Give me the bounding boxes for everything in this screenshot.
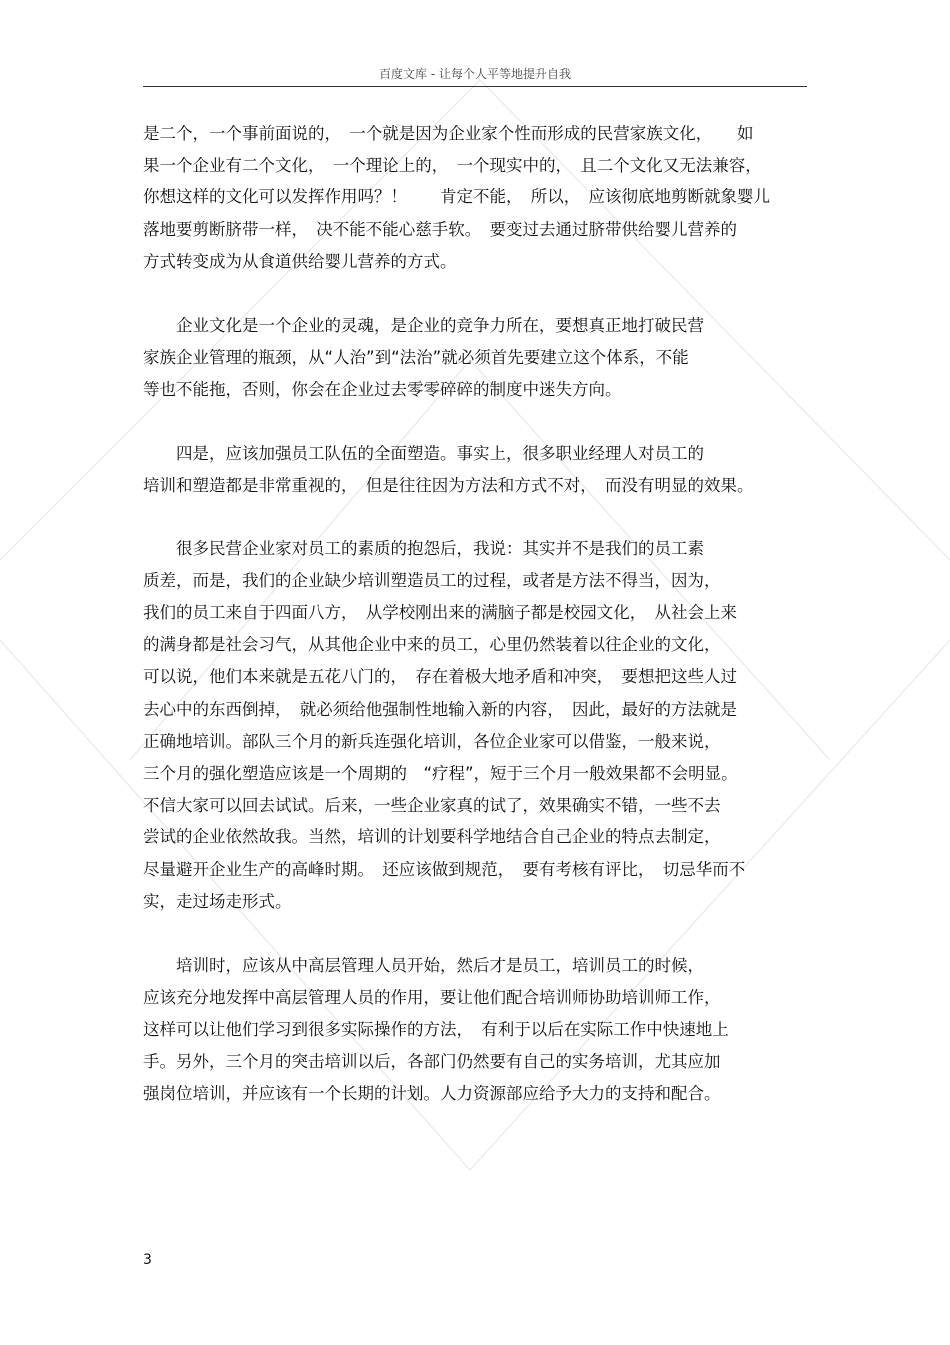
- text-line: 落地要剪断脐带一样， 决不能不能心慈手软。 要变过去通过脐带供给婴儿营养的: [143, 220, 737, 239]
- text-line: 等也不能拖，否则，你会在企业过去零零碎碎的制度中迷失方向。: [143, 380, 622, 399]
- text-line: 尝试的企业依然故我。当然，培训的计划要科学地结合自己企业的特点去制定，: [143, 827, 721, 846]
- text-line: 家族企业管理的瓶颈，从“人治”到“法治”就必须首先要建立这个体系，不能: [143, 348, 689, 367]
- text-line: 手。另外，三个月的突击培训以后，各部门仍然要有自己的实务培训，尤其应加: [143, 1052, 721, 1071]
- header-text: 百度文库 - 让每个人平等地提升自我: [379, 67, 571, 81]
- page-number: 3: [143, 1252, 152, 1268]
- text-line: 的满身都是社会习气，从其他企业中来的员工，心里仍然装着以往企业的文化，: [143, 635, 721, 654]
- text-line: 我们的员工来自于四面八方， 从学校刚出来的满脑子都是校园文化， 从社会上来: [143, 603, 737, 622]
- text-line: 很多民营企业家对员工的素质的抱怨后，我说：其实并不是我们的员工素: [143, 539, 704, 558]
- text-line: 实，走过场走形式。: [143, 892, 292, 911]
- text-line: 四是，应该加强员工队伍的全面塑造。事实上，很多职业经理人对员工的: [143, 444, 704, 463]
- text-line: 尽量避开企业生产的高峰时期。 还应该做到规范， 要有考核有评比， 切忌华而不: [143, 860, 746, 879]
- text-line: 培训时，应该从中高层管理人员开始，然后才是员工，培训员工的时候，: [143, 956, 704, 975]
- text-line: 应该充分地发挥中高层管理人员的作用，要让他们配合培训师协助培训师工作，: [143, 988, 721, 1007]
- text-line: 不信大家可以回去试试。后来，一些企业家真的试了，效果确实不错，一些不去: [143, 796, 721, 815]
- text-line: 方式转变成为从食道供给婴儿营养的方式。: [143, 252, 457, 271]
- text-line: 强岗位培训，并应该有一个长期的计划。人力资源部应给予大力的支持和配合。: [143, 1084, 721, 1103]
- text-line: 培训和塑造都是非常重视的， 但是往往因为方法和方式不对， 而没有明显的效果。: [143, 476, 754, 495]
- text-line: 是二个，一个事前面说的， 一个就是因为企业家个性而形成的民营家族文化， 如: [143, 124, 754, 143]
- text-line: 这样可以让他们学习到很多实际操作的方法， 有利于以后在实际工作中快速地上: [143, 1020, 729, 1039]
- text-line: 正确地培训。部队三个月的新兵连强化培训，各位企业家可以借鉴，一般来说，: [143, 732, 721, 751]
- text-line: 三个月的强化塑造应该是一个周期的 “疗程”，短于三个月一般效果都不会明显。: [143, 764, 738, 783]
- text-line: 你想这样的文化可以发挥作用吗？！ 肯定不能， 所以， 应该彻底地剪断就象婴儿: [143, 187, 770, 206]
- text-line: 质差，而是，我们的企业缺少培训塑造员工的过程，或者是方法不得当，因为，: [143, 571, 721, 590]
- text-line: 企业文化是一个企业的灵魂，是企业的竞争力所在，要想真正地打破民营: [143, 316, 704, 335]
- text-line: 去心中的东西倒掉， 就必须给他强制性地输入新的内容， 因此，最好的方法就是: [143, 700, 737, 719]
- text-line: 果一个企业有二个文化， 一个理论上的， 一个现实中的， 且二个文化又无法兼容，: [143, 156, 762, 175]
- page-header: [143, 64, 807, 87]
- text-line: 可以说，他们本来就是五花八门的， 存在着极大地矛盾和冲突， 要想把这些人过: [143, 667, 737, 686]
